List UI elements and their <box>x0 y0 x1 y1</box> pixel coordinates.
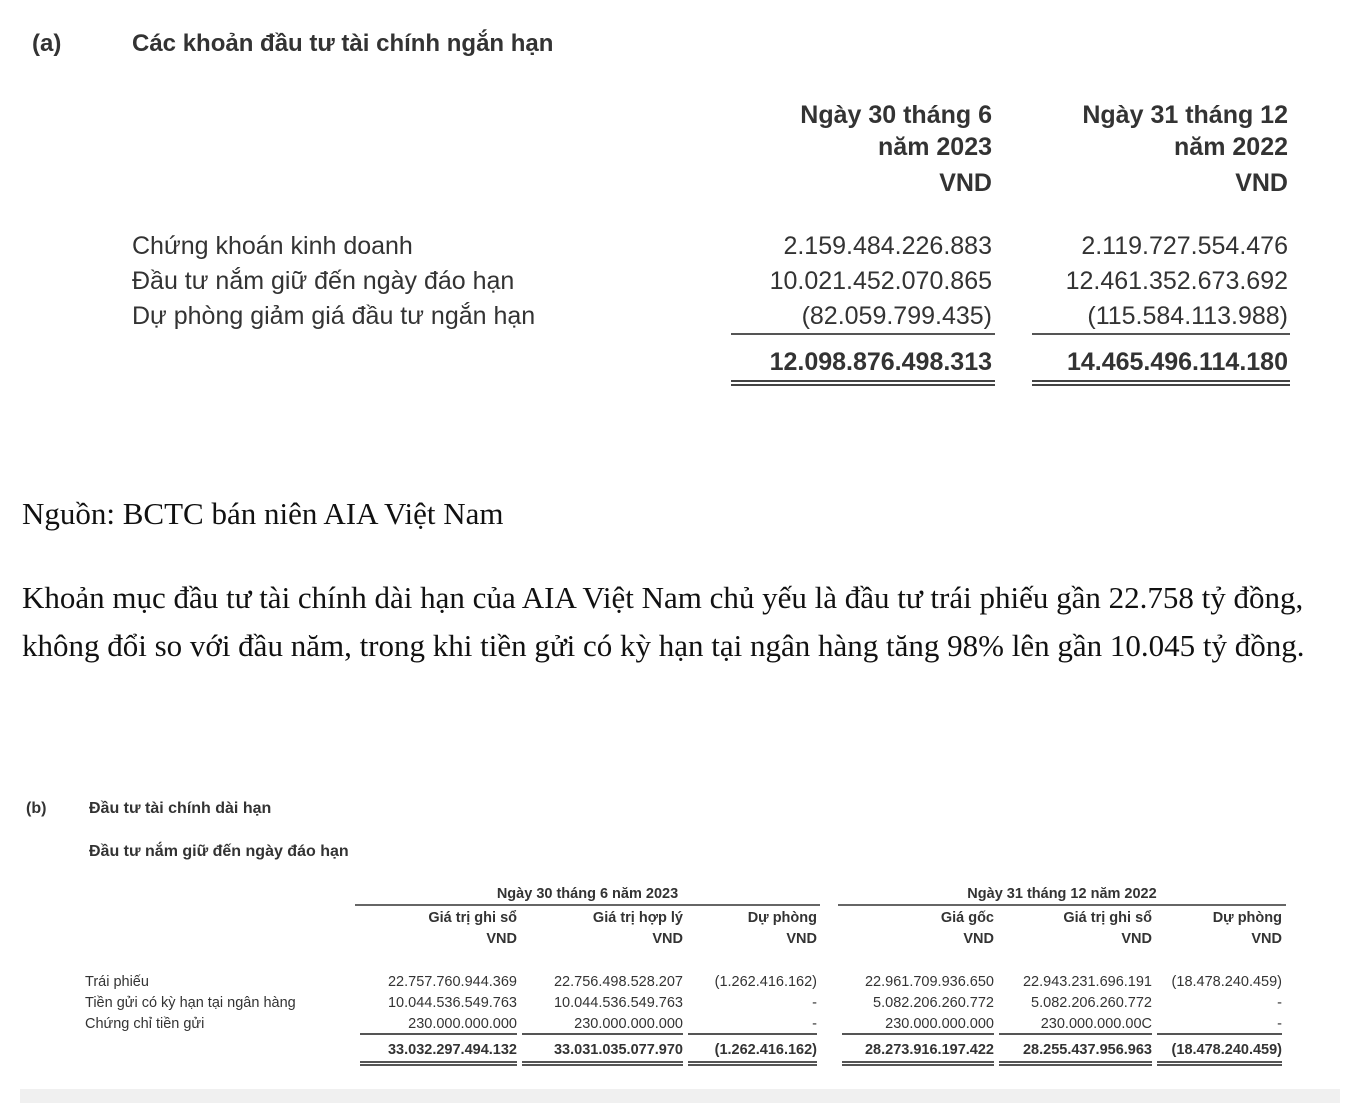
article-paragraph: Khoản mục đầu tư tài chính dài hạn của AIA Việt Nam chủ yếu là đầu tư trái phiếu gần 22.758 tỷ đồng, không đổi so với đầu năm, trong khi tiền gửi có kỳ hạn tại ngân hàng tăng 98% lên gần 10.045 tỷ đồng. <box>22 580 1305 663</box>
section-a-row-labels <box>132 229 535 334</box>
subtotal-rule <box>1157 1033 1282 1035</box>
cell-value: 12.461.352.673.692 <box>1065 267 1288 295</box>
column-unit: VND <box>963 931 994 947</box>
total-double-rule <box>1157 1061 1282 1066</box>
column-unit: VND <box>786 931 817 947</box>
section-a-total-2022: 14.465.496.114.180 <box>1066 348 1288 376</box>
cell-value: 22.757.760.944.369 <box>387 974 517 990</box>
column-header <box>842 908 994 950</box>
total-double-rule <box>360 1061 517 1066</box>
cell-value: 22.943.231.696.191 <box>1022 974 1152 990</box>
column-unit: VND <box>939 169 992 197</box>
cell-value: 22.756.498.528.207 <box>553 974 683 990</box>
group-header-2023: Ngày 30 tháng 6 năm 2023 <box>496 886 679 902</box>
column-date-line: Ngày 31 tháng 12 <box>1082 101 1288 129</box>
total-value: 33.031.035.077.970 <box>553 1042 683 1058</box>
total-double-rule <box>522 1061 683 1066</box>
column-year-line: năm 2023 <box>878 133 992 161</box>
subtotal-rule <box>360 1033 517 1035</box>
column-header <box>688 908 817 950</box>
cell-value: (1.262.416.162) <box>714 974 817 990</box>
total-double-rule <box>731 380 995 386</box>
subtotal-rule <box>688 1033 817 1035</box>
section-a-total-2023: 12.098.876.498.313 <box>769 348 992 376</box>
column-values <box>688 972 817 1035</box>
cell-value: 5.082.206.260.772 <box>1031 995 1152 1011</box>
total-double-rule <box>999 1061 1152 1066</box>
total-double-rule <box>688 1061 817 1066</box>
section-a-values-2023 <box>730 229 992 334</box>
column-header <box>360 908 517 950</box>
column-header <box>999 908 1152 950</box>
subtotal-rule <box>731 333 995 335</box>
cell-value: 10.044.536.549.763 <box>387 995 517 1011</box>
subtotal-rule <box>842 1033 994 1035</box>
cell-value: 2.119.727.554.476 <box>1081 232 1288 260</box>
column-name: Giá trị ghi sổ <box>428 910 517 926</box>
total-value: (18.478.240.459) <box>1171 1042 1282 1058</box>
section-b-label: (b) <box>26 800 47 817</box>
column-name: Dự phòng <box>747 910 817 926</box>
cell-value: (82.059.799.435) <box>801 302 992 330</box>
cell-value: 230.000.000.000 <box>408 1016 517 1032</box>
total-double-rule <box>842 1061 994 1066</box>
column-values <box>999 972 1152 1035</box>
cell-value: - <box>1277 995 1282 1011</box>
cell-value: 10.044.536.549.763 <box>553 995 683 1011</box>
group-rule <box>838 904 1286 906</box>
cell-value: - <box>1277 1016 1282 1032</box>
column-unit: VND <box>1121 931 1152 947</box>
column-unit: VND <box>1251 931 1282 947</box>
cell-value: (18.478.240.459) <box>1171 974 1282 990</box>
row-label: Chứng khoán kinh doanh <box>132 232 413 260</box>
column-values <box>1157 972 1282 1035</box>
section-a-column-header <box>730 96 992 202</box>
column-unit: VND <box>486 931 517 947</box>
row-label: Trái phiếu <box>85 974 149 990</box>
cell-value: 230.000.000.00C <box>1040 1016 1152 1032</box>
row-label: Dự phòng giảm giá đầu tư ngắn hạn <box>132 302 536 330</box>
section-b-row-labels <box>85 972 296 1035</box>
cell-value: 230.000.000.000 <box>885 1016 994 1032</box>
subtotal-rule <box>522 1033 683 1035</box>
section-a-title: Các khoản đầu tư tài chính ngắn hạn <box>132 30 554 57</box>
column-values <box>360 972 517 1035</box>
section-b-title: Đầu tư tài chính dài hạn <box>89 800 272 817</box>
row-label: Tiền gửi có kỳ hạn tại ngân hàng <box>85 995 296 1011</box>
cell-value: 10.021.452.070.865 <box>769 267 992 295</box>
section-a-values-2022 <box>1030 229 1288 334</box>
section-a-label: (a) <box>32 30 62 57</box>
cell-value: 5.082.206.260.772 <box>873 995 994 1011</box>
column-name: Dự phòng <box>1212 910 1282 926</box>
cell-value: (115.584.113.988) <box>1087 302 1288 330</box>
group-rule <box>355 904 820 906</box>
cell-value: 22.961.709.936.650 <box>864 974 994 990</box>
source-caption: Nguồn: BCTC bán niên AIA Việt Nam <box>22 496 504 531</box>
cell-value: - <box>812 995 817 1011</box>
column-name: Giá gốc <box>940 910 994 926</box>
subtotal-rule <box>1032 333 1290 335</box>
column-unit: VND <box>1235 169 1288 197</box>
column-values <box>842 972 994 1035</box>
column-date-line: Ngày 30 tháng 6 <box>800 101 992 129</box>
column-name: Giá trị hợp lý <box>592 910 683 926</box>
cell-value: - <box>812 1016 817 1032</box>
column-header <box>1157 908 1282 950</box>
column-unit: VND <box>652 931 683 947</box>
section-a-column-header <box>1030 96 1288 202</box>
cell-value: 230.000.000.000 <box>574 1016 683 1032</box>
group-header-2022: Ngày 31 tháng 12 năm 2022 <box>967 886 1157 902</box>
total-value: (1.262.416.162) <box>714 1042 817 1058</box>
row-label: Đầu tư nắm giữ đến ngày đáo hạn <box>132 267 515 295</box>
column-header <box>522 908 683 950</box>
footer-bar <box>20 1089 1340 1103</box>
section-b-subtitle: Đầu tư nắm giữ đến ngày đáo hạn <box>89 843 349 860</box>
total-value: 28.273.916.197.422 <box>864 1042 994 1058</box>
column-name: Giá trị ghi sổ <box>1063 910 1152 926</box>
column-values <box>522 972 683 1035</box>
row-label: Chứng chỉ tiền gửi <box>85 1016 205 1032</box>
subtotal-rule <box>999 1033 1152 1035</box>
cell-value: 2.159.484.226.883 <box>783 232 992 260</box>
column-year-line: năm 2022 <box>1174 133 1288 161</box>
total-double-rule <box>1032 380 1290 386</box>
total-value: 28.255.437.956.963 <box>1022 1042 1152 1058</box>
total-value: 33.032.297.494.132 <box>387 1042 517 1058</box>
